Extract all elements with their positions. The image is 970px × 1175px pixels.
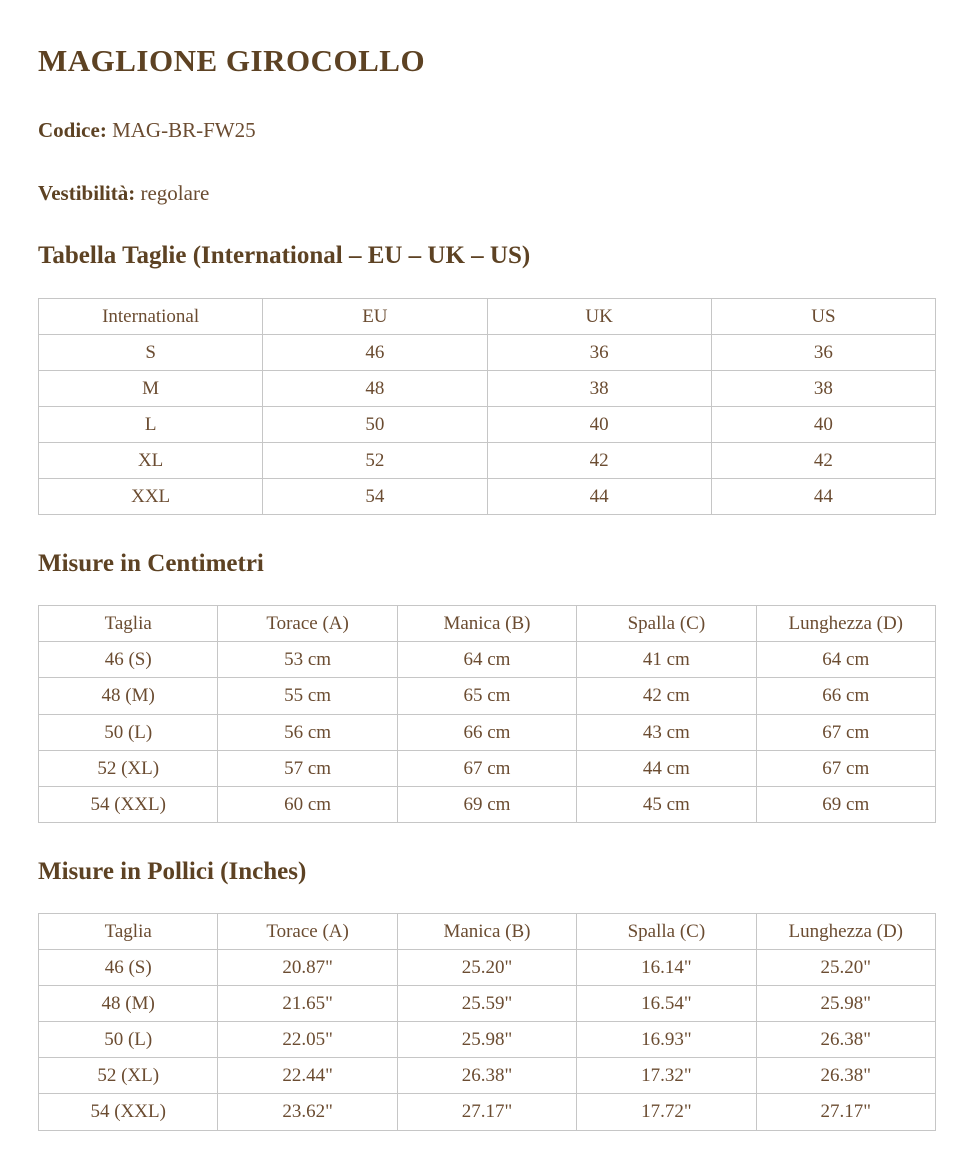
table-cell: 26.38" <box>397 1058 576 1094</box>
table-row <box>39 714 936 750</box>
table-cell: 54 (XXL) <box>39 786 218 822</box>
table-cell: 25.20" <box>756 950 935 986</box>
table-cell: 22.05" <box>218 1022 397 1058</box>
table-cell: 42 <box>711 442 935 478</box>
product-code-value: MAG-BR-FW25 <box>112 117 256 142</box>
column-header: Torace (A) <box>218 914 397 950</box>
table-cell: 44 cm <box>577 750 756 786</box>
table-cell: 23.62" <box>218 1094 397 1130</box>
table-cell: 26.38" <box>756 1022 935 1058</box>
column-header: Manica (B) <box>397 914 576 950</box>
table-cell: 27.17" <box>397 1094 576 1130</box>
table-cell: 44 <box>487 478 711 514</box>
table-header-row <box>39 914 936 950</box>
table-cell: 69 cm <box>397 786 576 822</box>
table-header-row <box>39 606 936 642</box>
measurements-inches-table <box>38 913 936 1130</box>
measurements-cm-table <box>38 605 936 822</box>
column-header: Lunghezza (D) <box>756 606 935 642</box>
table-cell: 46 (S) <box>39 642 218 678</box>
table-cell: 21.65" <box>218 986 397 1022</box>
table-row <box>39 478 936 514</box>
table-cell: 46 (S) <box>39 950 218 986</box>
table-row <box>39 1058 936 1094</box>
section-heading-centimeters: Misure in Centimetri <box>38 550 264 578</box>
table-row <box>39 986 936 1022</box>
table-cell: XL <box>39 442 263 478</box>
table-cell: 17.72" <box>577 1094 756 1130</box>
table-cell: 57 cm <box>218 750 397 786</box>
table-cell: 25.98" <box>756 986 935 1022</box>
table-cell: 46 <box>263 334 487 370</box>
table-cell: 56 cm <box>218 714 397 750</box>
column-header: Spalla (C) <box>577 914 756 950</box>
table-cell: 52 (XL) <box>39 1058 218 1094</box>
column-header: Torace (A) <box>218 606 397 642</box>
table-cell: XXL <box>39 478 263 514</box>
table-cell: 25.59" <box>397 986 576 1022</box>
table-cell: 44 <box>711 478 935 514</box>
table-cell: 17.32" <box>577 1058 756 1094</box>
table-cell: 36 <box>711 334 935 370</box>
table-cell: 38 <box>711 370 935 406</box>
table-cell: 38 <box>487 370 711 406</box>
page-title: MAGLIONE GIROCOLLO <box>38 43 426 78</box>
table-row <box>39 950 936 986</box>
table-row <box>39 370 936 406</box>
table-cell: 54 (XXL) <box>39 1094 218 1130</box>
column-header: Manica (B) <box>397 606 576 642</box>
table-cell: 45 cm <box>577 786 756 822</box>
table-cell: 42 <box>487 442 711 478</box>
table-row <box>39 642 936 678</box>
table-cell: M <box>39 370 263 406</box>
table-cell: 48 (M) <box>39 678 218 714</box>
table-row <box>39 442 936 478</box>
table-cell: 60 cm <box>218 786 397 822</box>
section-heading-size-conversion: Tabella Taglie (International – EU – UK – US) <box>38 242 531 270</box>
table-cell: 48 <box>263 370 487 406</box>
table-cell: 27.17" <box>756 1094 935 1130</box>
fit-line <box>38 180 936 207</box>
column-header: EU <box>263 298 487 334</box>
column-header: US <box>711 298 935 334</box>
table-row <box>39 786 936 822</box>
table-cell: 67 cm <box>756 750 935 786</box>
table-cell: 50 (L) <box>39 1022 218 1058</box>
table-cell: 52 <box>263 442 487 478</box>
table-cell: 40 <box>487 406 711 442</box>
table-header-row <box>39 298 936 334</box>
column-header: Spalla (C) <box>577 606 756 642</box>
table-cell: 66 cm <box>397 714 576 750</box>
product-code-label: Codice: <box>38 117 107 142</box>
table-cell: 25.20" <box>397 950 576 986</box>
table-row <box>39 334 936 370</box>
table-cell: 36 <box>487 334 711 370</box>
table-cell: 42 cm <box>577 678 756 714</box>
table-cell: 16.54" <box>577 986 756 1022</box>
column-header: Taglia <box>39 606 218 642</box>
table-cell: 67 cm <box>756 714 935 750</box>
table-cell: 64 cm <box>756 642 935 678</box>
product-code-line <box>38 117 936 144</box>
table-cell: 16.93" <box>577 1022 756 1058</box>
table-cell: 20.87" <box>218 950 397 986</box>
column-header: International <box>39 298 263 334</box>
table-cell: 48 (M) <box>39 986 218 1022</box>
table-cell: 50 (L) <box>39 714 218 750</box>
table-cell: L <box>39 406 263 442</box>
table-cell: 40 <box>711 406 935 442</box>
column-header: UK <box>487 298 711 334</box>
table-row <box>39 1094 936 1130</box>
table-cell: 16.14" <box>577 950 756 986</box>
table-cell: 65 cm <box>397 678 576 714</box>
table-row <box>39 1022 936 1058</box>
table-cell: 55 cm <box>218 678 397 714</box>
table-cell: 26.38" <box>756 1058 935 1094</box>
column-header: Lunghezza (D) <box>756 914 935 950</box>
table-cell: 41 cm <box>577 642 756 678</box>
table-cell: 25.98" <box>397 1022 576 1058</box>
table-cell: 67 cm <box>397 750 576 786</box>
table-row <box>39 406 936 442</box>
table-row <box>39 750 936 786</box>
size-conversion-table <box>38 298 936 515</box>
table-cell: S <box>39 334 263 370</box>
table-cell: 53 cm <box>218 642 397 678</box>
fit-value: regolare <box>140 181 210 206</box>
table-cell: 52 (XL) <box>39 750 218 786</box>
table-cell: 66 cm <box>756 678 935 714</box>
table-cell: 50 <box>263 406 487 442</box>
fit-label: Vestibilità: <box>38 181 136 206</box>
table-cell: 64 cm <box>397 642 576 678</box>
column-header: Taglia <box>39 914 218 950</box>
table-cell: 43 cm <box>577 714 756 750</box>
table-cell: 54 <box>263 478 487 514</box>
section-heading-inches: Misure in Pollici (Inches) <box>38 857 307 885</box>
table-row <box>39 678 936 714</box>
table-cell: 22.44" <box>218 1058 397 1094</box>
table-cell: 69 cm <box>756 786 935 822</box>
